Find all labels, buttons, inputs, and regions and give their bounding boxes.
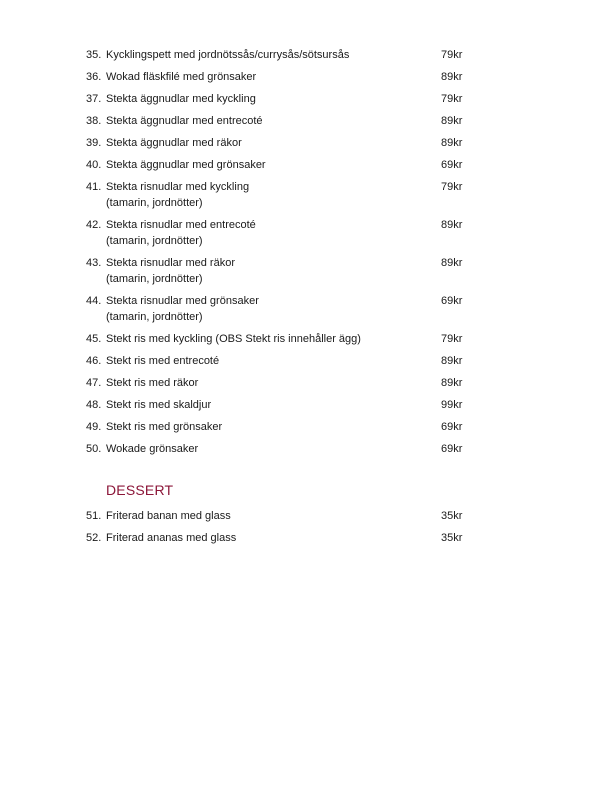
item-price: 69kr (441, 295, 463, 307)
item-price: 79kr (441, 49, 463, 61)
item-price: 79kr (441, 333, 463, 345)
item-number: 50. (86, 443, 102, 455)
item-price: 89kr (441, 115, 463, 127)
item-name: Stekt ris med räkor (106, 377, 199, 389)
item-name: Stekt ris med grönsaker (106, 421, 223, 433)
item-number: 38. (86, 115, 102, 127)
item-name: Stekt ris med kyckling (OBS Stekt ris innehåller ägg) (106, 333, 361, 345)
item-price: 69kr (441, 159, 463, 171)
dessert-list (86, 508, 486, 552)
menu-item (86, 179, 486, 217)
item-name: Stekta äggnudlar med grönsaker (106, 159, 266, 171)
item-price: 79kr (441, 181, 463, 193)
item-note: (tamarin, jordnötter) (106, 273, 203, 285)
item-name: Stekta risnudlar med entrecoté (tamarin, jordnötter) (106, 217, 436, 249)
menu-item (86, 441, 486, 463)
item-number: 35. (86, 49, 102, 61)
item-price: 35kr (441, 532, 463, 544)
item-name: Wokad fläskfilé med grönsaker (106, 71, 257, 83)
menu-item (86, 530, 486, 552)
item-name: Friterad ananas med glass (106, 532, 237, 544)
menu-item (86, 47, 486, 69)
menu-item (86, 419, 486, 441)
menu-item (86, 135, 486, 157)
item-price: 89kr (441, 355, 463, 367)
menu-item (86, 217, 486, 255)
menu-item (86, 331, 486, 353)
item-price: 89kr (441, 377, 463, 389)
item-name: Stekta risnudlar med kyckling (tamarin, jordnötter) (106, 179, 436, 211)
item-price: 69kr (441, 421, 463, 433)
item-name: Stekt ris med skaldjur (106, 399, 212, 411)
item-number: 39. (86, 137, 102, 149)
item-name: Stekta äggnudlar med räkor (106, 137, 242, 149)
dessert-section-title: DESSERT (106, 482, 174, 498)
item-price: 69kr (441, 443, 463, 455)
item-price: 89kr (441, 71, 463, 83)
item-number: 43. (86, 257, 102, 269)
item-number: 45. (86, 333, 102, 345)
item-name: Wokade grönsaker (106, 443, 199, 455)
item-number: 37. (86, 93, 102, 105)
menu-item (86, 69, 486, 91)
item-number: 41. (86, 181, 102, 193)
menu-item (86, 157, 486, 179)
menu-item (86, 508, 486, 530)
item-price: 35kr (441, 510, 463, 522)
item-number: 51. (86, 510, 102, 522)
menu-item (86, 255, 486, 293)
menu-item (86, 91, 486, 113)
menu-item (86, 293, 486, 331)
item-number: 48. (86, 399, 102, 411)
item-note: (tamarin, jordnötter) (106, 197, 203, 209)
menu-item (86, 397, 486, 419)
item-number: 49. (86, 421, 102, 433)
item-name: Stekta risnudlar med räkor (tamarin, jordnötter) (106, 255, 436, 287)
item-name: Kycklingspett med jordnötssås/currysås/sötsursås (106, 49, 350, 61)
menu-item (86, 353, 486, 375)
item-price: 89kr (441, 137, 463, 149)
menu-item (86, 375, 486, 397)
item-price: 79kr (441, 93, 463, 105)
item-price: 99kr (441, 399, 463, 411)
item-price: 89kr (441, 257, 463, 269)
item-name: Stekt ris med entrecoté (106, 355, 220, 367)
item-name: Stekta äggnudlar med kyckling (106, 93, 256, 105)
item-note: (tamarin, jordnötter) (106, 235, 203, 247)
item-price: 89kr (441, 219, 463, 231)
item-number: 47. (86, 377, 102, 389)
item-name: Stekta äggnudlar med entrecoté (106, 115, 263, 127)
item-name: Stekta risnudlar med grönsaker (tamarin, jordnötter) (106, 293, 436, 325)
item-number: 46. (86, 355, 102, 367)
main-dishes-list (86, 47, 486, 463)
item-name: Friterad banan med glass (106, 510, 231, 522)
item-number: 42. (86, 219, 102, 231)
item-number: 44. (86, 295, 102, 307)
item-number: 40. (86, 159, 102, 171)
menu-item (86, 113, 486, 135)
item-note: (tamarin, jordnötter) (106, 311, 203, 323)
item-number: 36. (86, 71, 102, 83)
item-number: 52. (86, 532, 102, 544)
